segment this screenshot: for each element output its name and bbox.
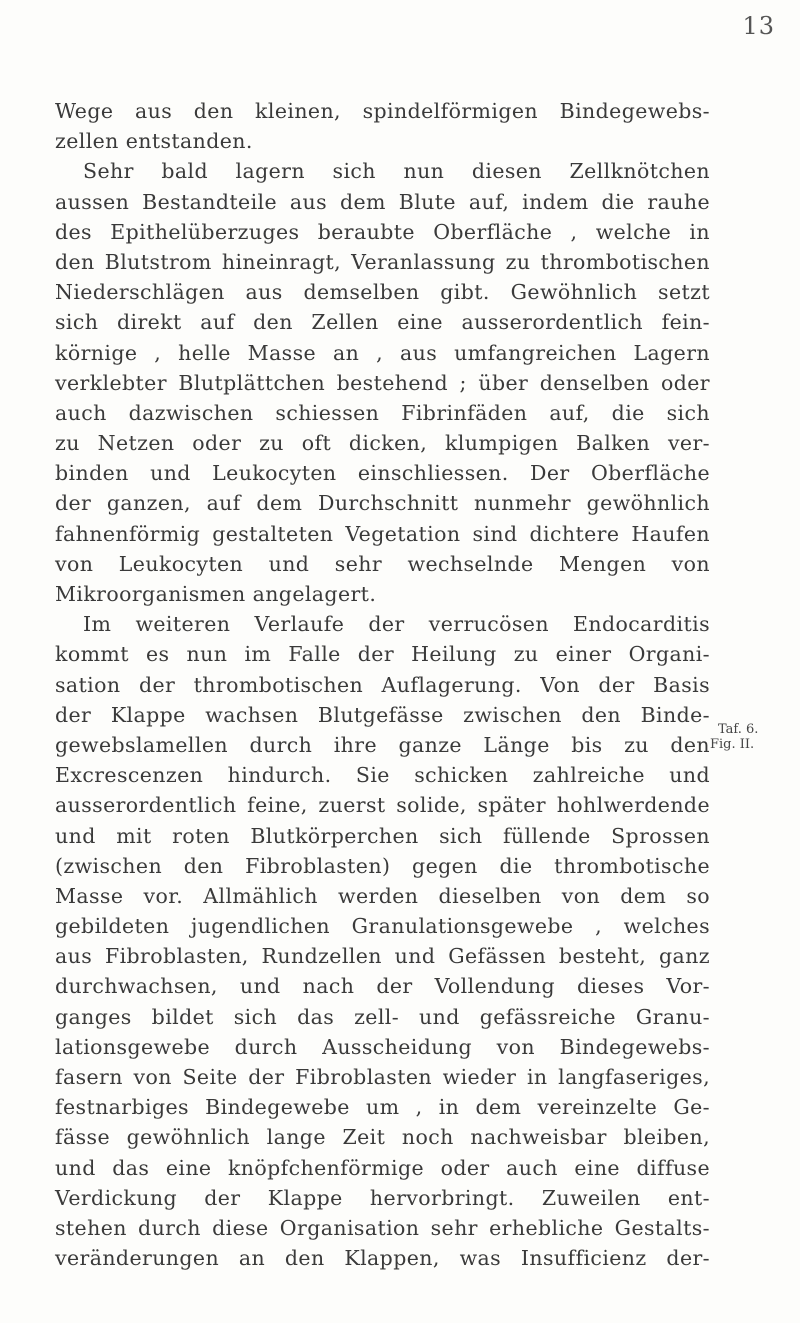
text-line: zellen entstanden. <box>55 129 253 154</box>
text-line: aus Fibroblasten, Rundzellen und Gefässen besteht, ganz <box>55 944 710 969</box>
text-line: fahnenförmig gestalteten Vegetation sind dichtere Haufen <box>55 521 710 546</box>
text-line: Mikroorganismen angelagert. <box>55 582 377 606</box>
margin-note-plate: Taf. 6. <box>718 722 759 737</box>
text-line: körnige , helle Masse an , aus umfangreichen Lagern <box>55 340 710 365</box>
text-line: fässe gewöhnlich lange Zeit noch nachweisbar bleiben, <box>55 1125 710 1150</box>
text-line: kommt es nun im Falle der Heilung zu einer Organi- <box>55 642 710 667</box>
text-line: sich direkt auf den Zellen eine ausserordentlich fein- <box>55 310 710 335</box>
text-line: lationsgewebe durch Ausscheidung von Bindegewebs- <box>55 1034 710 1059</box>
text-line: verklebter Blutplättchen bestehend ; über denselben oder <box>55 370 710 395</box>
text-line: durchwachsen, und nach der Vollendung dieses Vor- <box>55 974 710 999</box>
text-line: gewebslamellen durch ihre ganze Länge bis zu den <box>55 732 710 757</box>
margin-note-figure: Fig. II. <box>710 737 755 752</box>
text-line: (zwischen den Fibroblasten) gegen die thrombotische <box>55 853 710 878</box>
text-line: Niederschlägen aus demselben gibt. Gewöhnlich setzt <box>55 280 710 305</box>
text-line: sation der thrombotischen Auflagerung. Von der Basis <box>55 672 710 697</box>
text-line: Im weiteren Verlaufe der verrucösen Endocarditis <box>83 612 710 637</box>
text-line: ausserordentlich feine, zuerst solide, später hohlwerdende <box>55 793 710 818</box>
text-line: von Leukocyten und sehr wechselnde Mengen von <box>55 551 710 576</box>
body-text <box>55 96 710 1273</box>
text-line: den Blutstrom hineinragt, Veranlassung zu thrombotischen <box>55 249 710 274</box>
text-line: Verdickung der Klappe hervorbringt. Zuweilen ent- <box>55 1185 710 1210</box>
text-line: und mit roten Blutkörperchen sich füllende Sprossen <box>55 823 710 848</box>
page-number: 13 <box>742 12 775 40</box>
text-line: aussen Bestandteile aus dem Blute auf, indem die rauhe <box>55 189 710 214</box>
text-line: Masse vor. Allmählich werden dieselben von dem so <box>55 883 710 908</box>
text-line: der Klappe wachsen Blutgefässe zwischen den Binde- <box>55 702 710 727</box>
text-line: der ganzen, auf dem Durchschnitt nunmehr gewöhnlich <box>55 491 710 516</box>
text-line: fasern von Seite der Fibroblasten wieder in langfaseriges, <box>55 1065 710 1089</box>
text-line: gebildeten jugendlichen Granulationsgewebe , welches <box>55 914 710 939</box>
text-line: veränderungen an den Klappen, was Insufficienz der- <box>55 1246 710 1271</box>
text-line: zu Netzen oder zu oft dicken, klumpigen Balken ver- <box>55 431 710 456</box>
text-line: des Epithelüberzuges beraubte Oberfläche , welche in <box>55 219 710 244</box>
text-line: festnarbiges Bindegewebe um , in dem vereinzelte Ge- <box>55 1095 710 1120</box>
text-line: ganges bildet sich das zell- und gefässreiche Granu- <box>55 1004 710 1029</box>
text-line: stehen durch diese Organisation sehr erhebliche Gestalts- <box>55 1215 710 1240</box>
text-line: auch dazwischen schiessen Fibrinfäden auf, die sich <box>55 400 710 425</box>
text-line: Sehr bald lagern sich nun diesen Zellknötchen <box>83 159 710 184</box>
text-line: Wege aus den kleinen, spindelförmigen Bindegewebs- <box>55 99 710 123</box>
text-line: und das eine knöpfchenförmige oder auch eine diffuse <box>55 1155 710 1180</box>
margin-note-figure-reference <box>710 722 788 752</box>
text-line: binden und Leukocyten einschliessen. Der Oberfläche <box>55 461 710 486</box>
text-line: Excrescenzen hindurch. Sie schicken zahlreiche und <box>55 763 710 788</box>
